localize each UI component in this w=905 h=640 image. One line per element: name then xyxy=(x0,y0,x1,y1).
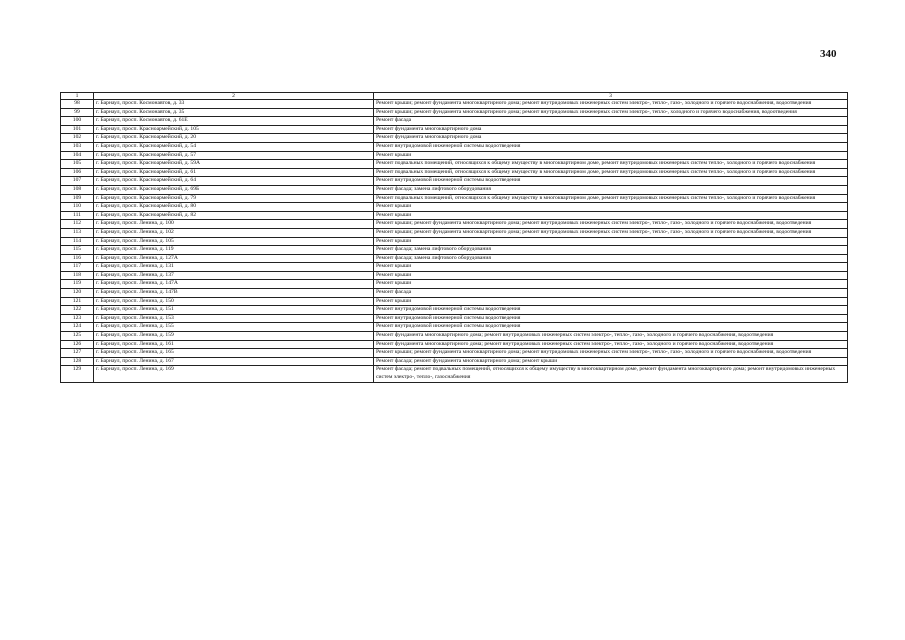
row-address-cell: г. Барнаул, просп. Ленина, д. 102 xyxy=(94,228,374,237)
table-row xyxy=(61,211,848,220)
row-address-cell: г. Барнаул, просп. Ленина, д. 151 xyxy=(94,306,374,315)
row-number-cell: 112 xyxy=(61,220,94,229)
row-address-cell: г. Барнаул, просп. Космонавтов, д. 33 xyxy=(94,100,374,109)
row-address-cell: г. Барнаул, просп. Ленина, д. 137 xyxy=(94,271,374,280)
row-works-cell: Ремонт фасада; замена лифтового оборудования xyxy=(374,185,848,194)
table-row xyxy=(61,134,848,143)
row-works-cell: Ремонт фасада; замена лифтового оборудования xyxy=(374,254,848,263)
row-number-cell: 103 xyxy=(61,142,94,151)
table-row xyxy=(61,323,848,332)
row-number-cell: 126 xyxy=(61,340,94,349)
row-works-cell: Ремонт крыши; ремонт фундамента многоквартирного дома; ремонт внутридомовых инженерных систем электро-, тепло-, газо-, холодного и горячего водоснабжения, водоотведения xyxy=(374,349,848,358)
row-works-cell: Ремонт крыши; ремонт фундамента многоквартирного дома; ремонт внутридомовых инженерных систем электро-, тепло-, газо-, холодного и горячего водоснабжения, водоотведения xyxy=(374,220,848,229)
table-row xyxy=(61,254,848,263)
row-address-cell: г. Барнаул, просп. Красноармейский, д. 105 xyxy=(94,125,374,134)
row-number-cell: 127 xyxy=(61,349,94,358)
table-row xyxy=(61,142,848,151)
table-row xyxy=(61,177,848,186)
row-address-cell: г. Барнаул, просп. Ленина, д. 159 xyxy=(94,332,374,341)
row-works-cell: Ремонт фасада xyxy=(374,289,848,298)
header-col-address: 2 xyxy=(94,93,374,100)
row-address-cell: г. Барнаул, просп. Красноармейский, д. 59А xyxy=(94,160,374,169)
row-works-cell: Ремонт крыши; ремонт фундамента многоквартирного дома; ремонт внутридомовых инженерных систем электро-, тепло-, холодного и горячего водоснабжения, водоотведения xyxy=(374,108,848,117)
row-address-cell: г. Барнаул, просп. Ленина, д. 165 xyxy=(94,349,374,358)
row-works-cell: Ремонт крыши xyxy=(374,263,848,272)
row-address-cell: г. Барнаул, просп. Ленина, д. 127А xyxy=(94,254,374,263)
row-address-cell: г. Барнаул, просп. Ленина, д. 169 xyxy=(94,366,374,382)
row-number-cell: 114 xyxy=(61,237,94,246)
row-address-cell: г. Барнаул, просп. Ленина, д. 131 xyxy=(94,263,374,272)
table-row xyxy=(61,271,848,280)
table-row xyxy=(61,117,848,126)
table-row xyxy=(61,168,848,177)
row-number-cell: 117 xyxy=(61,263,94,272)
row-address-cell: г. Барнаул, просп. Красноармейский, д. 64 xyxy=(94,177,374,186)
table-row xyxy=(61,332,848,341)
table-row xyxy=(61,289,848,298)
row-works-cell: Ремонт внутридомовой инженерной системы водоотведения xyxy=(374,306,848,315)
row-works-cell: Ремонт крыши; ремонт фундамента многоквартирного дома; ремонт внутридомовых инженерных систем электро-, тепло-, газо-, холодного и горячего водоснабжения, водоотведения xyxy=(374,228,848,237)
row-number-cell: 125 xyxy=(61,332,94,341)
row-number-cell: 119 xyxy=(61,280,94,289)
table-row xyxy=(61,220,848,229)
row-works-cell: Ремонт крыши xyxy=(374,151,848,160)
table-row xyxy=(61,246,848,255)
row-address-cell: г. Барнаул, просп. Ленина, д. 147В xyxy=(94,289,374,298)
row-number-cell: 100 xyxy=(61,117,94,126)
row-number-cell: 113 xyxy=(61,228,94,237)
row-works-cell: Ремонт фундамента многоквартирного дома xyxy=(374,134,848,143)
row-number-cell: 124 xyxy=(61,323,94,332)
register-table xyxy=(60,92,848,383)
row-address-cell: г. Барнаул, просп. Ленина, д. 100 xyxy=(94,220,374,229)
row-number-cell: 102 xyxy=(61,134,94,143)
row-number-cell: 109 xyxy=(61,194,94,203)
table-row xyxy=(61,160,848,169)
row-works-cell: Ремонт внутридомовой инженерной системы водоотведения xyxy=(374,177,848,186)
row-works-cell: Ремонт подвальных помещений, относящихся к общему имуществу в многоквартирном доме, ремонт внутридомовых инженерных систем тепло-, холодного и горячего водоснабжения xyxy=(374,160,848,169)
row-number-cell: 128 xyxy=(61,357,94,366)
row-works-cell: Ремонт фасада xyxy=(374,117,848,126)
table-row xyxy=(61,203,848,212)
row-address-cell: г. Барнаул, просп. Красноармейский, д. 57 xyxy=(94,151,374,160)
row-number-cell: 118 xyxy=(61,271,94,280)
table-row xyxy=(61,151,848,160)
table-row xyxy=(61,263,848,272)
row-address-cell: г. Барнаул, просп. Ленина, д. 161 xyxy=(94,340,374,349)
row-number-cell: 111 xyxy=(61,211,94,220)
row-address-cell: г. Барнаул, просп. Космонавтов, д. 61Е xyxy=(94,117,374,126)
table-row xyxy=(61,314,848,323)
row-number-cell: 108 xyxy=(61,185,94,194)
row-works-cell: Ремонт фасада; ремонт подвальных помещений, относящихся к общему имуществу в многоквартирном доме, ремонт фундамента многоквартирного дома; ремонт внутридомовых инженерных систем электро-, тепло-, газоснабжения xyxy=(374,366,848,382)
row-works-cell: Ремонт крыши xyxy=(374,237,848,246)
row-address-cell: г. Барнаул, просп. Красноармейский, д. 54 xyxy=(94,142,374,151)
header-col-works: 3 xyxy=(374,93,848,100)
row-number-cell: 120 xyxy=(61,289,94,298)
table-row xyxy=(61,228,848,237)
row-number-cell: 107 xyxy=(61,177,94,186)
row-address-cell: г. Барнаул, просп. Ленина, д. 150 xyxy=(94,297,374,306)
table-row xyxy=(61,100,848,109)
table-row xyxy=(61,125,848,134)
row-works-cell: Ремонт внутридомовой инженерной системы водоотведения xyxy=(374,323,848,332)
table-row xyxy=(61,194,848,203)
row-address-cell: г. Барнаул, просп. Красноармейский, д. 80 xyxy=(94,203,374,212)
row-address-cell: г. Барнаул, просп. Красноармейский, д. 79 xyxy=(94,194,374,203)
row-number-cell: 129 xyxy=(61,366,94,382)
table-row xyxy=(61,185,848,194)
row-address-cell: г. Барнаул, просп. Красноармейский, д. 20 xyxy=(94,134,374,143)
table-row xyxy=(61,237,848,246)
row-number-cell: 121 xyxy=(61,297,94,306)
row-address-cell: г. Барнаул, просп. Ленина, д. 167 xyxy=(94,357,374,366)
register-table-body xyxy=(61,93,848,383)
row-number-cell: 115 xyxy=(61,246,94,255)
table-row xyxy=(61,357,848,366)
row-works-cell: Ремонт фундамента многоквартирного дома xyxy=(374,125,848,134)
row-address-cell: г. Барнаул, просп. Космонавтов, д. 35 xyxy=(94,108,374,117)
row-works-cell: Ремонт крыши xyxy=(374,203,848,212)
table-row xyxy=(61,280,848,289)
table-row xyxy=(61,297,848,306)
row-works-cell: Ремонт крыши; ремонт фундамента многоквартирного дома; ремонт внутридомовых инженерных систем электро-, тепло-, газо-, холодного и горячего водоснабжения, водоотведения xyxy=(374,100,848,109)
row-address-cell: г. Барнаул, просп. Красноармейский, д. 82 xyxy=(94,211,374,220)
row-works-cell: Ремонт подвальных помещений, относящихся к общему имуществу в многоквартирном доме, ремонт внутридомовых инженерных систем тепло-, холодного и горячего водоснабжения xyxy=(374,194,848,203)
row-works-cell: Ремонт подвальных помещений, относящихся к общему имуществу в многоквартирном доме, ремонт внутридомовых инженерных систем тепло-, холодного и горячего водоснабжения xyxy=(374,168,848,177)
table-row xyxy=(61,366,848,382)
row-address-cell: г. Барнаул, просп. Красноармейский, д. 61 xyxy=(94,168,374,177)
row-works-cell: Ремонт внутридомовой инженерной системы водоотведения xyxy=(374,314,848,323)
row-number-cell: 122 xyxy=(61,306,94,315)
row-address-cell: г. Барнаул, просп. Ленина, д. 155 xyxy=(94,323,374,332)
row-address-cell: г. Барнаул, просп. Ленина, д. 153 xyxy=(94,314,374,323)
row-works-cell: Ремонт фундамента многоквартирного дома; ремонт внутридомовых инженерных систем электро-, тепло-, газо-, холодного и горячего водоснабжения, водоотведения xyxy=(374,332,848,341)
row-number-cell: 101 xyxy=(61,125,94,134)
row-works-cell: Ремонт крыши xyxy=(374,211,848,220)
row-number-cell: 105 xyxy=(61,160,94,169)
row-works-cell: Ремонт крыши xyxy=(374,271,848,280)
row-number-cell: 123 xyxy=(61,314,94,323)
row-works-cell: Ремонт внутридомовой инженерной системы водоотведения xyxy=(374,142,848,151)
row-works-cell: Ремонт фасада; замена лифтового оборудования xyxy=(374,246,848,255)
page-number: 340 xyxy=(820,48,837,60)
row-address-cell: г. Барнаул, просп. Красноармейский, д. 69Б xyxy=(94,185,374,194)
table-row xyxy=(61,340,848,349)
row-address-cell: г. Барнаул, просп. Ленина, д. 147А xyxy=(94,280,374,289)
row-number-cell: 116 xyxy=(61,254,94,263)
row-works-cell: Ремонт крыши xyxy=(374,297,848,306)
table-header-row xyxy=(61,93,848,100)
row-number-cell: 99 xyxy=(61,108,94,117)
row-number-cell: 104 xyxy=(61,151,94,160)
header-col-number: 1 xyxy=(61,93,94,100)
row-address-cell: г. Барнаул, просп. Ленина, д. 105 xyxy=(94,237,374,246)
row-works-cell: Ремонт фундамента многоквартирного дома; ремонт внутридомовых инженерных систем электро-, тепло-, газо-, холодного и горячего водоснабжения, водоотведения xyxy=(374,340,848,349)
row-number-cell: 98 xyxy=(61,100,94,109)
table-row xyxy=(61,108,848,117)
row-works-cell: Ремонт фасада; ремонт фундамента многоквартирного дома; ремонт крыши xyxy=(374,357,848,366)
row-address-cell: г. Барнаул, просп. Ленина, д. 119 xyxy=(94,246,374,255)
table-row xyxy=(61,349,848,358)
row-number-cell: 110 xyxy=(61,203,94,212)
table-row xyxy=(61,306,848,315)
row-works-cell: Ремонт крыши xyxy=(374,280,848,289)
row-number-cell: 106 xyxy=(61,168,94,177)
